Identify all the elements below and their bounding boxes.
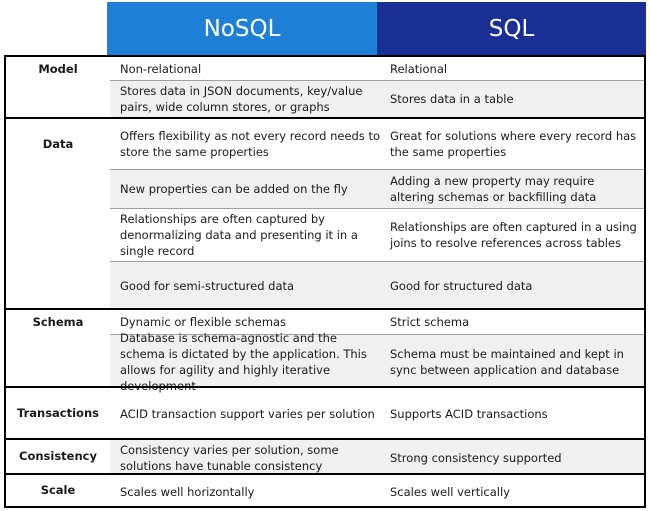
nosql-cell: Good for semi-structured data: [120, 279, 295, 293]
nosql-header: NoSQL: [107, 2, 377, 55]
sql-cell: Supports ACID transactions: [390, 407, 548, 421]
table-row: [110, 57, 644, 80]
nosql-cell: Stores data in JSON documents, key/value pairs, wide column stores, or graphs: [120, 84, 363, 114]
table-row: [110, 169, 644, 208]
group-model: [6, 57, 644, 117]
category-label: Data: [42, 137, 74, 151]
group-data: [6, 117, 644, 308]
table-row: [110, 475, 644, 508]
sql-cell: Stores data in a table: [390, 92, 514, 106]
table-row: [110, 330, 644, 393]
sql-cell: Great for solutions where every record has the same properties: [390, 129, 637, 159]
category-label: Transactions: [17, 406, 99, 420]
nosql-cell: Relationships are often captured by denormalizing data and presenting it in a single record: [120, 212, 358, 258]
sql-header: SQL: [377, 2, 646, 55]
category-label: Model: [38, 62, 78, 76]
nosql-cell: Database is schema-agnostic and the schema is dictated by the application. This allows for agility and highly iterative development: [120, 330, 367, 393]
group-transactions: [6, 386, 644, 438]
nosql-cell: New properties can be added on the fly: [120, 182, 348, 196]
nosql-cell: Scales well horizontally: [120, 484, 255, 499]
table-row: [110, 388, 644, 440]
sql-cell: Strong consistency supported: [390, 450, 562, 465]
category-label: Scale: [40, 483, 76, 497]
group-consistency: [6, 438, 644, 473]
table-row: [110, 80, 644, 117]
group-schema: [6, 308, 644, 393]
table-row: [110, 119, 644, 169]
table-row: [110, 208, 644, 261]
nosql-cell: Consistency varies per solution, some solutions have tunable consistency: [120, 442, 339, 473]
sql-cell: Scales well vertically: [390, 484, 510, 499]
sql-cell: Good for structured data: [390, 279, 533, 293]
table-row: [110, 261, 644, 310]
nosql-cell: Offers flexibility as not every record needs to store the same properties: [120, 129, 381, 159]
sql-cell: Relational: [390, 61, 448, 76]
nosql-cell: ACID transaction support varies per solution: [120, 407, 375, 421]
group-scale: [6, 473, 644, 506]
nosql-cell: Dynamic or flexible schemas: [120, 315, 287, 329]
sql-cell: Schema must be maintained and kept in sync between application and database: [390, 346, 624, 377]
category-label: Schema: [32, 315, 84, 329]
category-label: Consistency: [19, 449, 97, 463]
nosql-cell: Non-relational: [120, 61, 202, 76]
sql-cell: Adding a new property may require altering schemas or backfilling data: [390, 174, 597, 204]
table-row: [110, 440, 644, 475]
sql-cell: Strict schema: [390, 315, 470, 329]
comparison-table: [4, 55, 646, 508]
sql-cell: Relationships are often captured in a using joins to resolve references across tables: [390, 220, 637, 250]
